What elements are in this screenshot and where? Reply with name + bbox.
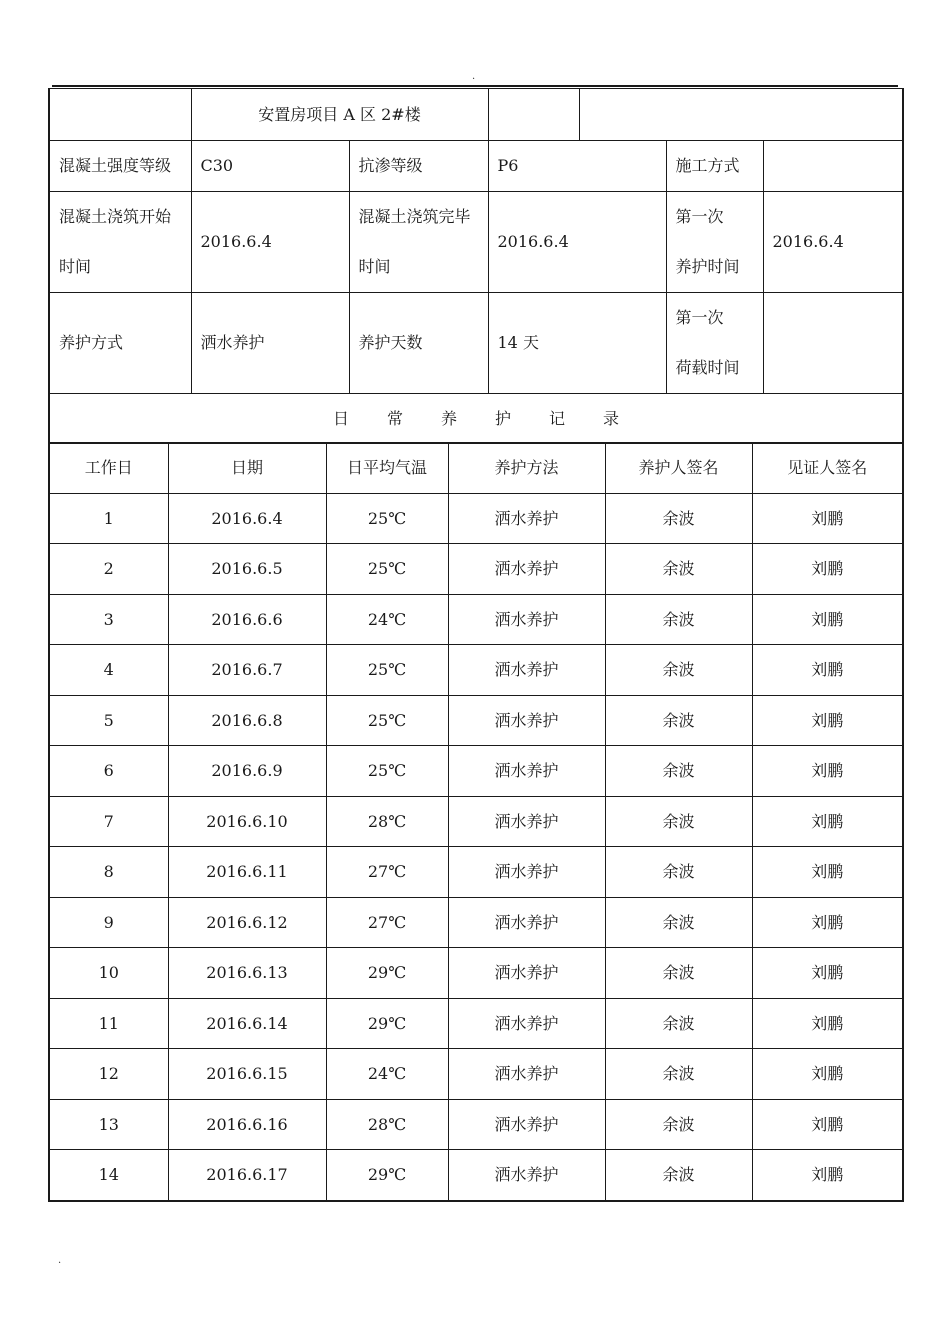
first-load-value (763, 293, 903, 394)
header-curing-method: 养护方法 (448, 443, 605, 494)
cell-date: 2016.6.15 (168, 1049, 326, 1100)
first-curing-label-line1: 第一次 (675, 207, 724, 226)
title-char: 常 (386, 408, 403, 428)
cell-avg-temp: 28℃ (326, 1099, 448, 1150)
cell-avg-temp: 25℃ (326, 645, 448, 696)
cell-workday: 14 (49, 1150, 168, 1201)
cell-workday: 12 (49, 1049, 168, 1100)
strength-label: 混凝土强度等级 (49, 141, 191, 192)
cell-date: 2016.6.10 (168, 796, 326, 847)
table-row (49, 645, 903, 696)
cell-curer-signature: 余波 (605, 948, 752, 999)
table-row (49, 998, 903, 1049)
title-char: 记 (549, 408, 566, 428)
top-rule (52, 85, 898, 87)
cell-curing-method: 洒水养护 (448, 493, 605, 544)
cell-curing-method: 洒水养护 (448, 746, 605, 797)
cell-witness-signature: 刘鹏 (752, 544, 903, 595)
table-row (49, 796, 903, 847)
first-load-label (666, 293, 763, 394)
cell-witness-signature: 刘鹏 (752, 847, 903, 898)
cell-avg-temp: 29℃ (326, 1150, 448, 1201)
cell-workday: 8 (49, 847, 168, 898)
cell-date: 2016.6.8 (168, 695, 326, 746)
bottom-mark: . (58, 1255, 62, 1266)
table-row (49, 948, 903, 999)
cell-curing-method: 洒水养护 (448, 594, 605, 645)
daily-log-table (48, 442, 904, 1202)
title-char: 养 (440, 408, 457, 428)
cell-workday: 13 (49, 1099, 168, 1150)
cell-curer-signature: 余波 (605, 998, 752, 1049)
curing-days-value: 14 天 (488, 293, 666, 394)
cell-workday: 6 (49, 746, 168, 797)
cell-avg-temp: 28℃ (326, 796, 448, 847)
pour-end-label-line1: 混凝土浇筑完毕 (358, 207, 471, 226)
cell-curing-method: 洒水养护 (448, 544, 605, 595)
cell-witness-signature: 刘鹏 (752, 493, 903, 544)
pour-end-label-line2: 时间 (358, 257, 391, 276)
cell-curer-signature: 余波 (605, 544, 752, 595)
cell-curing-method: 洒水养护 (448, 695, 605, 746)
cell-witness-signature: 刘鹏 (752, 897, 903, 948)
table-row (49, 695, 903, 746)
table-row (49, 594, 903, 645)
cell-witness-signature: 刘鹏 (752, 1049, 903, 1100)
pour-start-label (49, 192, 191, 293)
header-workday: 工作日 (49, 443, 168, 494)
cell-workday: 9 (49, 897, 168, 948)
cell-avg-temp: 27℃ (326, 897, 448, 948)
impermeability-label: 抗渗等级 (349, 141, 488, 192)
cell-curer-signature: 余波 (605, 594, 752, 645)
cell-curing-method: 洒水养护 (448, 847, 605, 898)
table-row (49, 544, 903, 595)
cell-avg-temp: 25℃ (326, 695, 448, 746)
impermeability-value: P6 (488, 141, 666, 192)
table-row (49, 847, 903, 898)
cell-date: 2016.6.7 (168, 645, 326, 696)
cell-witness-signature: 刘鹏 (752, 746, 903, 797)
cell-avg-temp: 25℃ (326, 746, 448, 797)
header-witness-signature: 见证人签名 (752, 443, 903, 494)
cell-curer-signature: 余波 (605, 493, 752, 544)
table-row (49, 1099, 903, 1150)
cell-curer-signature: 余波 (605, 796, 752, 847)
cell-date: 2016.6.5 (168, 544, 326, 595)
cell-witness-signature: 刘鹏 (752, 948, 903, 999)
header-date: 日期 (168, 443, 326, 494)
first-curing-label-line2: 养护时间 (675, 257, 740, 276)
cell-curing-method: 洒水养护 (448, 897, 605, 948)
curing-days-label: 养护天数 (349, 293, 488, 394)
cell-curing-method: 洒水养护 (448, 645, 605, 696)
table-row (49, 897, 903, 948)
blank-cell (488, 89, 579, 141)
blank-cell (579, 89, 903, 141)
cell-date: 2016.6.14 (168, 998, 326, 1049)
daily-log-title (49, 394, 903, 444)
cell-workday: 7 (49, 796, 168, 847)
cell-date: 2016.6.4 (168, 493, 326, 544)
cell-avg-temp: 25℃ (326, 493, 448, 544)
table-row (49, 493, 903, 544)
cell-witness-signature: 刘鹏 (752, 645, 903, 696)
table-row (49, 1049, 903, 1100)
cell-workday: 1 (49, 493, 168, 544)
table-row (49, 1150, 903, 1201)
daily-log-body (49, 443, 903, 1201)
cell-date: 2016.6.11 (168, 847, 326, 898)
cell-curing-method: 洒水养护 (448, 1049, 605, 1100)
cell-curer-signature: 余波 (605, 1049, 752, 1100)
cell-curer-signature: 余波 (605, 1099, 752, 1150)
first-load-label-line1: 第一次 (675, 308, 724, 327)
pour-end-value: 2016.6.4 (488, 192, 666, 293)
cell-curer-signature: 余波 (605, 1150, 752, 1201)
cell-avg-temp: 24℃ (326, 594, 448, 645)
cell-curing-method: 洒水养护 (448, 796, 605, 847)
cell-date: 2016.6.13 (168, 948, 326, 999)
cell-workday: 11 (49, 998, 168, 1049)
cell-curer-signature: 余波 (605, 695, 752, 746)
cell-workday: 10 (49, 948, 168, 999)
cell-curer-signature: 余波 (605, 746, 752, 797)
top-mark: . (472, 71, 476, 82)
strength-value: C30 (191, 141, 349, 192)
header-curer-signature: 养护人签名 (605, 443, 752, 494)
cell-avg-temp: 27℃ (326, 847, 448, 898)
cell-date: 2016.6.6 (168, 594, 326, 645)
header-row (49, 443, 903, 494)
pour-end-label (349, 192, 488, 293)
project-name: 安置房项目 A 区 2#楼 (191, 89, 488, 141)
cell-date: 2016.6.12 (168, 897, 326, 948)
info-table (48, 88, 904, 444)
cell-curing-method: 洒水养护 (448, 948, 605, 999)
cell-witness-signature: 刘鹏 (752, 1150, 903, 1201)
cell-witness-signature: 刘鹏 (752, 998, 903, 1049)
cell-workday: 5 (49, 695, 168, 746)
cell-curing-method: 洒水养护 (448, 998, 605, 1049)
pour-start-value: 2016.6.4 (191, 192, 349, 293)
cell-date: 2016.6.16 (168, 1099, 326, 1150)
first-curing-value: 2016.6.4 (763, 192, 903, 293)
first-load-label-line2: 荷载时间 (675, 358, 740, 377)
cell-witness-signature: 刘鹏 (752, 594, 903, 645)
cell-witness-signature: 刘鹏 (752, 1099, 903, 1150)
cell-workday: 2 (49, 544, 168, 595)
cell-witness-signature: 刘鹏 (752, 796, 903, 847)
title-char: 日 (332, 408, 349, 428)
cell-curer-signature: 余波 (605, 847, 752, 898)
first-curing-label (666, 192, 763, 293)
curing-method-label: 养护方式 (49, 293, 191, 394)
cell-workday: 3 (49, 594, 168, 645)
cell-witness-signature: 刘鹏 (752, 695, 903, 746)
cell-date: 2016.6.9 (168, 746, 326, 797)
title-char: 录 (603, 408, 620, 428)
cell-avg-temp: 29℃ (326, 948, 448, 999)
construction-value (763, 141, 903, 192)
project-label-cell (49, 89, 191, 141)
curing-method-value: 洒水养护 (191, 293, 349, 394)
cell-curer-signature: 余波 (605, 645, 752, 696)
cell-avg-temp: 25℃ (326, 544, 448, 595)
pour-start-label-line1: 混凝土浇筑开始 (59, 207, 172, 226)
header-avg-temp: 日平均气温 (326, 443, 448, 494)
cell-curer-signature: 余波 (605, 897, 752, 948)
title-char: 护 (495, 408, 512, 428)
construction-label: 施工方式 (666, 141, 763, 192)
cell-avg-temp: 29℃ (326, 998, 448, 1049)
cell-curing-method: 洒水养护 (448, 1150, 605, 1201)
cell-date: 2016.6.17 (168, 1150, 326, 1201)
cell-curing-method: 洒水养护 (448, 1099, 605, 1150)
pour-start-label-line2: 时间 (59, 257, 92, 276)
table-row (49, 746, 903, 797)
cell-workday: 4 (49, 645, 168, 696)
cell-avg-temp: 24℃ (326, 1049, 448, 1100)
